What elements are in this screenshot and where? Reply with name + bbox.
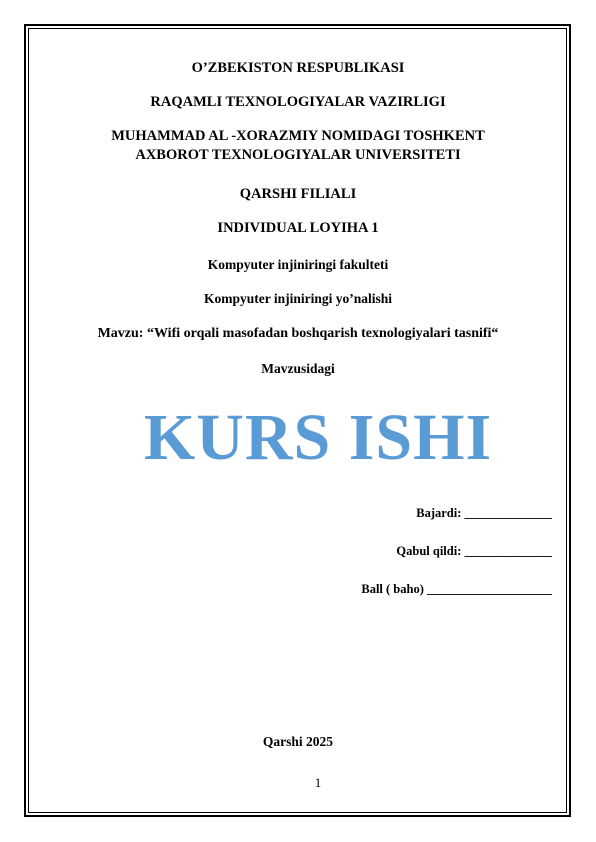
topic-line: Mavzu: “Wifi orqali masofadan boshqarish texnologiyalari tasnifi“ [97,326,499,341]
faculty-heading: Kompyuter injiniringi fakulteti [207,257,389,272]
topic-suffix: Mavzusidagi [261,361,335,376]
signature-performed: Bajardi: ______________ [416,506,552,520]
main-title: KURS ISHI [143,401,493,474]
page-number: 1 [314,775,322,790]
branch-heading: QARSHI FILIALI [239,186,357,202]
signature-accepted: Qabul qildi: ______________ [396,544,552,558]
university-heading-line2: AXBOROT TEXNOLOGIYALAR UNIVERSITETI [135,147,461,163]
direction-heading: Kompyuter injiniringi yo’nalishi [203,291,393,306]
republic-heading: O’ZBEKISTON RESPUBLIKASI [191,60,405,76]
university-heading-line1: MUHAMMAD AL -XORAZMIY NOMIDAGI TOSHKENT [111,128,485,144]
ministry-heading: RAQAMLI TEXNOLOGIYALAR VAZIRLIGI [150,94,446,110]
project-heading: INDIVIDUAL LOYIHA 1 [217,220,379,236]
city-year: Qarshi 2025 [262,734,334,749]
signature-grade: Ball ( baho) ____________________ [361,582,552,596]
